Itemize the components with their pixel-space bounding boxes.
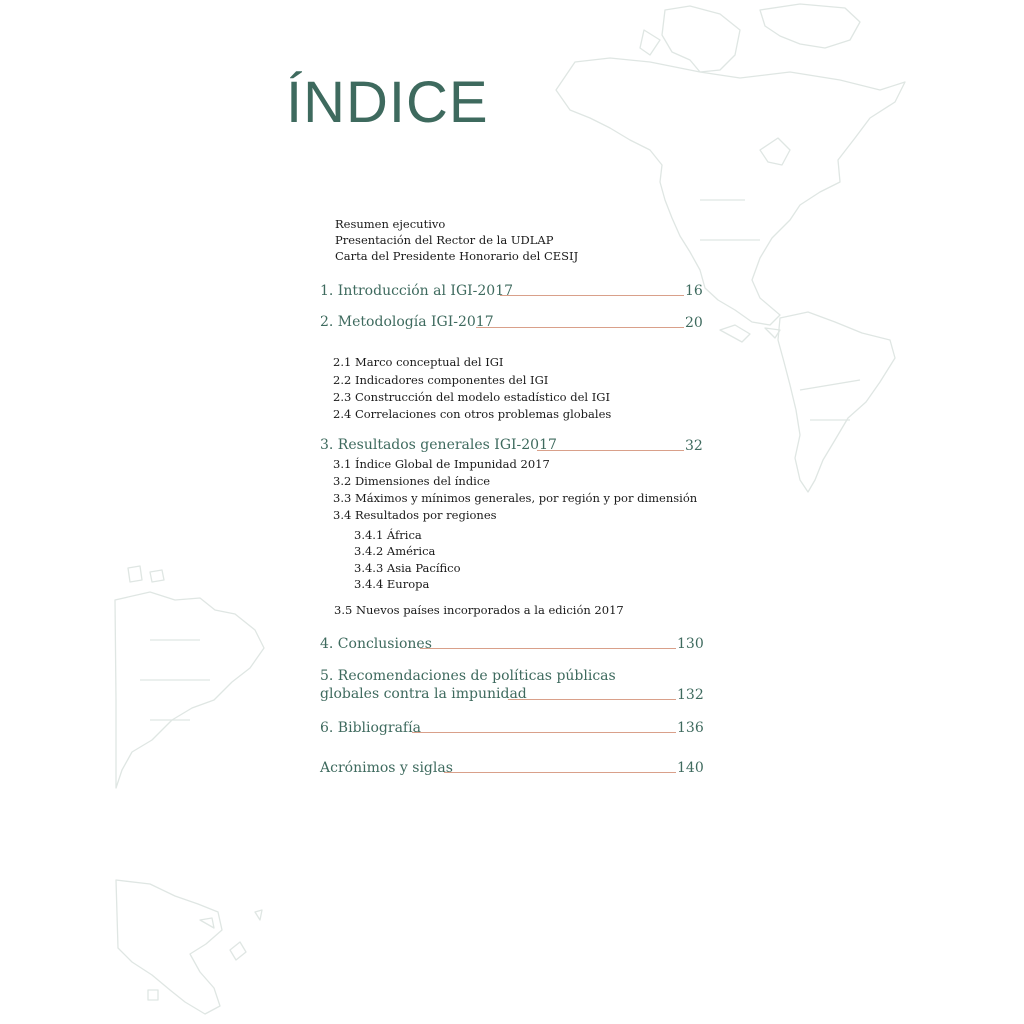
toc-subsubsection[interactable]: 3.4.1 África <box>354 528 422 542</box>
toc-leader-line <box>444 772 676 773</box>
toc-subsection[interactable]: 3.3 Máximos y mínimos generales, por región y por dimensión <box>333 491 698 505</box>
toc-subsection[interactable]: 2.3 Construcción del modelo estadístico del IGI <box>333 390 611 404</box>
toc-subsection[interactable]: 3.5 Nuevos países incorporados a la edición 2017 <box>334 603 624 617</box>
toc-frontmatter-item[interactable]: Presentación del Rector de la UDLAP <box>335 233 554 247</box>
toc-leader-line <box>500 295 684 296</box>
toc-page-number: 132 <box>677 687 704 703</box>
toc-leader-line <box>420 648 676 649</box>
toc-leader-line <box>412 732 676 733</box>
toc-page-number: 32 <box>685 438 703 454</box>
toc-subsection[interactable]: 2.1 Marco conceptual del IGI <box>333 355 504 369</box>
toc-section-5-line1[interactable]: 5. Recomendaciones de políticas públicas <box>320 668 616 684</box>
toc-subsubsection[interactable]: 3.4.4 Europa <box>354 577 430 591</box>
toc-section-6[interactable]: 6. Bibliografía <box>320 720 421 736</box>
toc-subsection[interactable]: 3.1 Índice Global de Impunidad 2017 <box>333 457 550 471</box>
toc-leader-line <box>537 450 684 451</box>
toc-leader-line <box>508 699 676 700</box>
toc-section-3[interactable]: 3. Resultados generales IGI-2017 <box>320 437 557 453</box>
toc-page-number: 130 <box>677 636 704 652</box>
toc-subsubsection[interactable]: 3.4.3 Asia Pacífico <box>354 561 461 575</box>
toc-acronyms[interactable]: Acrónimos y siglas <box>320 760 453 776</box>
toc-section-5-line2[interactable]: globales contra la impunidad <box>320 686 527 702</box>
toc-frontmatter-item[interactable]: Resumen ejecutivo <box>335 217 446 231</box>
toc-subsection[interactable]: 3.2 Dimensiones del índice <box>333 474 491 488</box>
toc-section-4[interactable]: 4. Conclusiones <box>320 636 432 652</box>
toc-page-number: 140 <box>677 760 704 776</box>
page-title: ÍNDICE <box>286 70 489 135</box>
toc-subsubsection[interactable]: 3.4.2 América <box>354 544 436 558</box>
toc-subsection[interactable]: 2.4 Correlaciones con otros problemas globales <box>333 407 612 421</box>
toc-subsection[interactable]: 3.4 Resultados por regiones <box>333 508 497 522</box>
toc-page-number: 136 <box>677 720 704 736</box>
toc-section-1[interactable]: 1. Introducción al IGI-2017 <box>320 283 514 299</box>
toc-page-number: 20 <box>685 315 703 331</box>
toc-leader-line <box>476 327 684 328</box>
toc-page-number: 16 <box>685 283 703 299</box>
toc-subsection[interactable]: 2.2 Indicadores componentes del IGI <box>333 373 549 387</box>
toc-section-2[interactable]: 2. Metodología IGI-2017 <box>320 314 494 330</box>
toc-frontmatter-item[interactable]: Carta del Presidente Honorario del CESIJ <box>335 249 579 263</box>
